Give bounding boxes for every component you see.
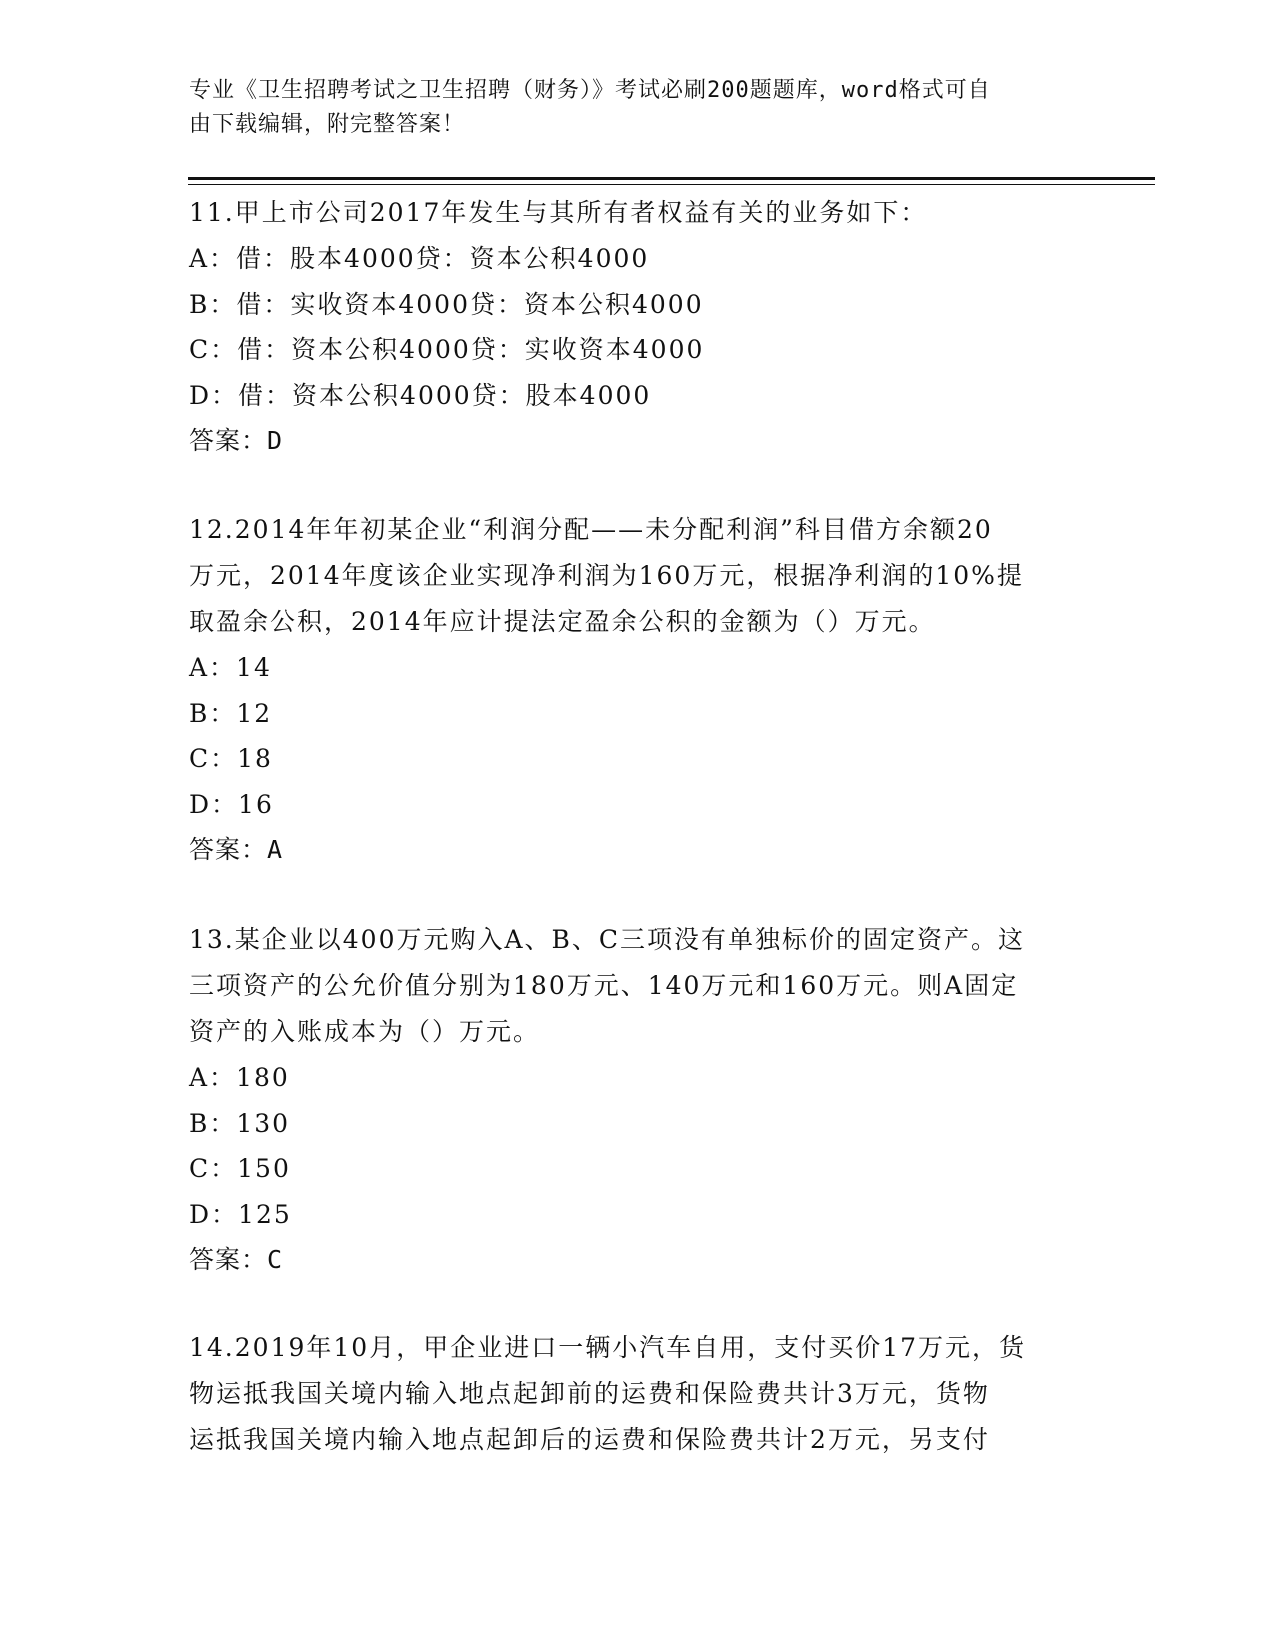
question-stem-line: 资产的入账成本为（）万元。 bbox=[189, 1017, 541, 1046]
option-b: B：12 bbox=[189, 698, 273, 728]
question-stem-line: 14.2019年10月，甲企业进口一辆小汽车自用，支付买价17万元，货 bbox=[189, 1333, 1027, 1362]
answer: 答案：D bbox=[189, 426, 284, 455]
option-a: A：180 bbox=[189, 1063, 290, 1092]
option-a: A：借：股本4000贷：资本公积4000 bbox=[189, 244, 650, 273]
question-stem-line: 13.某企业以400万元购入A、B、C三项没有单独标价的固定资产。这 bbox=[189, 925, 1026, 954]
question-stem-line: 三项资产的公允价值分别为180万元、140万元和160万元。则A固定 bbox=[189, 971, 1019, 1000]
question-13 bbox=[189, 917, 1089, 1283]
option-d: D：125 bbox=[189, 1199, 292, 1229]
question-stem-line: 运抵我国关境内输入地点起卸后的运费和保险费共计2万元，另支付 bbox=[189, 1425, 990, 1454]
header-divider-thick bbox=[188, 177, 1155, 180]
option-d: D：16 bbox=[189, 789, 274, 819]
document-header bbox=[189, 74, 1069, 142]
question-stem-line: 取盈余公积，2014年应计提法定盈余公积的金额为（）万元。 bbox=[189, 607, 936, 636]
option-c: C：18 bbox=[189, 744, 273, 773]
option-c: C：150 bbox=[189, 1154, 291, 1183]
answer: 答案：C bbox=[189, 1245, 284, 1274]
question-12 bbox=[189, 507, 1089, 873]
option-c: C：借：资本公积4000贷：实收资本4000 bbox=[189, 335, 705, 364]
option-b: B：借：实收资本4000贷：资本公积4000 bbox=[189, 289, 704, 319]
question-14 bbox=[189, 1325, 1089, 1463]
question-11 bbox=[189, 190, 1089, 464]
option-a: A：14 bbox=[189, 653, 272, 682]
answer: 答案：A bbox=[189, 835, 284, 864]
question-stem-line: 物运抵我国关境内输入地点起卸前的运费和保险费共计3万元，货物 bbox=[189, 1379, 990, 1408]
question-stem-line: 万元，2014年度该企业实现净利润为160万元，根据净利润的10%提 bbox=[189, 561, 1024, 590]
question-stem-line: 11.甲上市公司2017年发生与其所有者权益有关的业务如下： bbox=[189, 198, 928, 227]
header-line-2: 由下载编辑，附完整答案！ bbox=[189, 112, 466, 137]
header-line-1: 专业《卫生招聘考试之卫生招聘（财务）》考试必刷200题题库，word格式可自 bbox=[189, 78, 991, 103]
option-d: D：借：资本公积4000贷：股本4000 bbox=[189, 380, 652, 410]
option-b: B：130 bbox=[189, 1108, 291, 1138]
header-divider-thin bbox=[188, 184, 1155, 185]
question-stem-line: 12.2014年年初某企业“利润分配——未分配利润”科目借方余额20 bbox=[189, 515, 993, 544]
